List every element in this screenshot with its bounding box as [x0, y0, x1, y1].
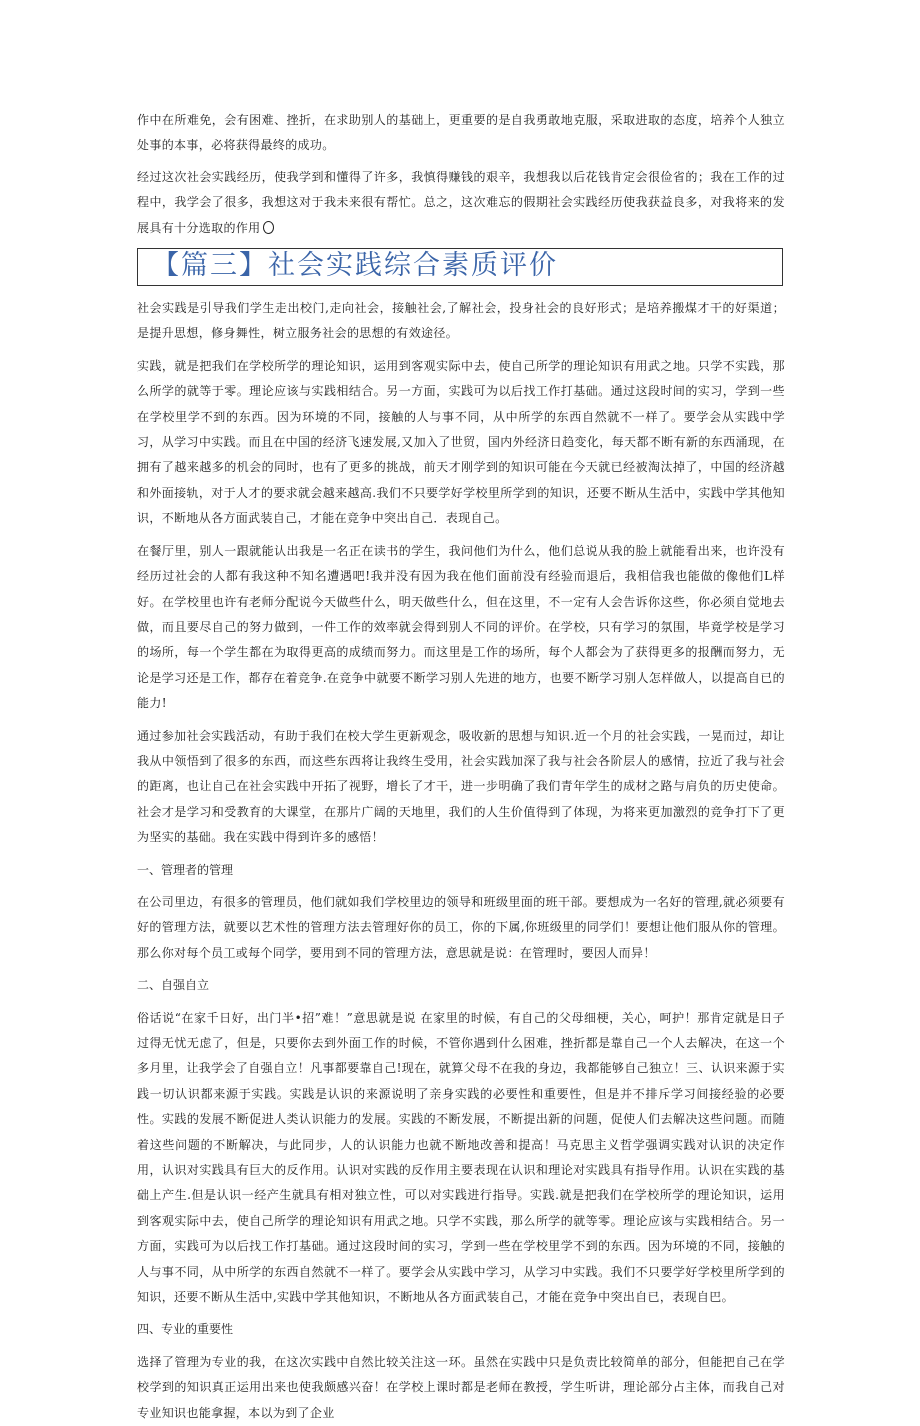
- section-title: 【篇三】社会实践综合素质评价: [152, 250, 558, 282]
- paragraph-continuation: 作中在所难免，会有困难、挫折，在求助别人的基础上，更重要的是自我勇敢地克服，采取进取的态度，培养个人独立处事的本事，必将获得最终的成功。: [137, 113, 785, 153]
- heading-self-reliance: 二、自强自立: [137, 978, 210, 993]
- paragraph-intro: 社会实践是引导我们学生走出校门,走向社会，接触社会,了解社会，投身社会的良好形式；是培养搬煤才干的好渠道；是提升思想，修身舞性，树立服务社会的思想的有效途径。: [137, 301, 785, 341]
- paragraph-activity: 通过参加社会实践活动，有助于我们在校大学生更新观念，吸收新的思想与知识.近一个月的社会实践，一晃而过，却让我从中领悟到了很多的东西，而这些东西将让我终生受用，社会实践加深了我与社会各阶层人的感情，拉近了我与社会的距离，也让自己在社会实践中开拓了视野，增长了才干，进一步明确了我们青年学生的成材之路与肩负的历史使命。社会才是学习和受教育的大课堂，在那片广阔的天地里，我们的人生价值得到了体现，为将来更加激烈的竞争打下了更为坚实的基础。我在实践中得到许多的感悟！: [137, 728, 785, 845]
- document-body: [137, 108, 785, 1426]
- paragraph-major-importance: 选择了管理为专业的我，在这次实践中自然比较关注这一环。虽然在实践中只是负责比较简单的部分，但能把自己在学校学到的知识真正运用出来也使我颇感兴奋！在学校上课时都是老师在教授，学生听讲，理论部分占主体，而我自己对专业知识也能拿握，本以为到了企业: [137, 1354, 785, 1420]
- paragraph-self-reliance: 俗话说“在家千日好，出门半•招”难！”意思就是说 在家里的时候，有自己的父母细梗，关心，呵护！那肯定就是日子过得无忧无虑了，但是，只要你去到外面工作的时候，不管你遇到什么困难，挫折都是靠自己一个人去解决，在这一个多月里，让我学会了自强自立！凡事都要靠自己!现在，就算父母不在我的身边，我都能够自己独立！三、认识来源于实践一切认识都来源于实践。实践是认识的来源说明了亲身实践的必要性和重要性，但是并不排斥学习间接经验的必要性。实践的发展不断促进人类认识能力的发展。实践的不断发展，不断提出新的问题，促使人们去解决这些问题。而随着这些问题的不断解决，与此同步，人的认识能力也就不断地改善和提高！马克思主义哲学强调实践对认识的决定作用，认识对实践具有巨大的反作用。认识对实践的反作用主要表现在认识和理论对实践具有指导作用。认识在实践的基础上产生.但是认识一经产生就具有相对独立性，可以对实践进行指导。实践.就是把我们在学校所学的理论知识，运用到客观实际中去，使自己所学的理论知识有用武之地。只学不实践，那么所学的就等零。理论应该与实践相结合。另一方面，实践可为以后找工作打基础。通过这段时间的实习，学到一些在学校里学不到的东西。因为环境的不同，接触的人与事不同，从中所学的东西自然就不一样了。要学会从实践中学习，从学习中实践。我们不只要学好学校里所学到的知识，还要不断从生活中,实践中学其他知识，不断地从各方面武装自己，才能在竞争中突出自已，表现自巴。: [137, 1010, 785, 1305]
- section-title-box: [137, 248, 783, 286]
- paragraph-management: 在公司里边，有很多的管理员，他们就如我们学校里边的领导和班级里面的班干部。要想成为一名好的管理,就必须要有好的管理方法，就要以艺术性的管理方法去管理好你的员工，你的下属,你班级里的同学们！要想让他们服从你的管理。那么你对每个员工或每个同学，要用到不同的管理方法，意思就是说：在管理时，要因人而异！: [137, 894, 785, 960]
- circle-mark-icon: [263, 221, 274, 234]
- heading-major-importance: 四、专业的重要性: [137, 1322, 234, 1337]
- paragraph-restaurant: 在餐厅里，别人一跟就能认出我是一名正在读书的学生，我问他们为什么，他们总说从我的脸上就能看出来，也许没有经历过社会的人都有我这种不知名遭遇吧!我并没有因为我在他们面前没有经验而退后，我相信我也能做的像他们L样好。在学校里也许有老师分配说今天做些什么，明天做些什么，但在这里，不一定有人会告诉你这些，你必须自觉地去做，而且要尽自己的努力做到，一件工作的效率就会得到别人不同的评价。在学校，只有学习的氛围，毕竟学校是学习的场所，每一个学生都在为取得更高的成绩而努力。而这里是工作的场所，每个人都会为了获得更多的报酬而努力，无论是学习还是工作，都存在着竞争.在竞争中就要不断学习别人先进的地方，也要不断学习别人怎样做人，以提高自已的能力!: [137, 543, 785, 711]
- paragraph-summary: [137, 165, 785, 241]
- paragraph-summary-text: 经过这次社会实践经历，使我学到和懂得了许多，我慎得赚钱的艰辛，我想我以后花钱肯定会很俭省的；我在工作的过程中，我学会了很多，我想这对于我未来很有帮忙。总之，这次难忘的假期社会实践经历使我获益良多，对我将来的发展具有十分选取的作用: [137, 169, 785, 235]
- heading-management: 一、管理者的管理: [137, 862, 234, 877]
- paragraph-practice: 实践，就是把我们在学校所学的理论知识，运用到客观实际中去，使自己所学的理论知识有用武之地。只学不实践，那么所学的就等于零。理论应该与实践相结合。另一方面，实践可为以后找工作打基础。通过这段时间的实习，学到一些在学校里学不到的东西。因为环境的不同，接触的人与事不同，从中所学的东西自然就不一样了。要学会从实践中学习，从学习中实践。而且在中国的经济飞速发展,又加入了世贸，国内外经济日趋变化，每天都不断有新的东西涌现，在拥有了越来越多的机会的同时，也有了更多的挑战，前天才刚学到的知识可能在今天就已经被淘汰掉了，中国的经济越和外面接轨，对于人才的要求就会越来越高.我们不只要学好学校里所学到的知识，还要不断从生活中，实践中学其他知识，不断地从各方面武装自己，才能在竞争中突出自己．表现自己。: [137, 358, 785, 526]
